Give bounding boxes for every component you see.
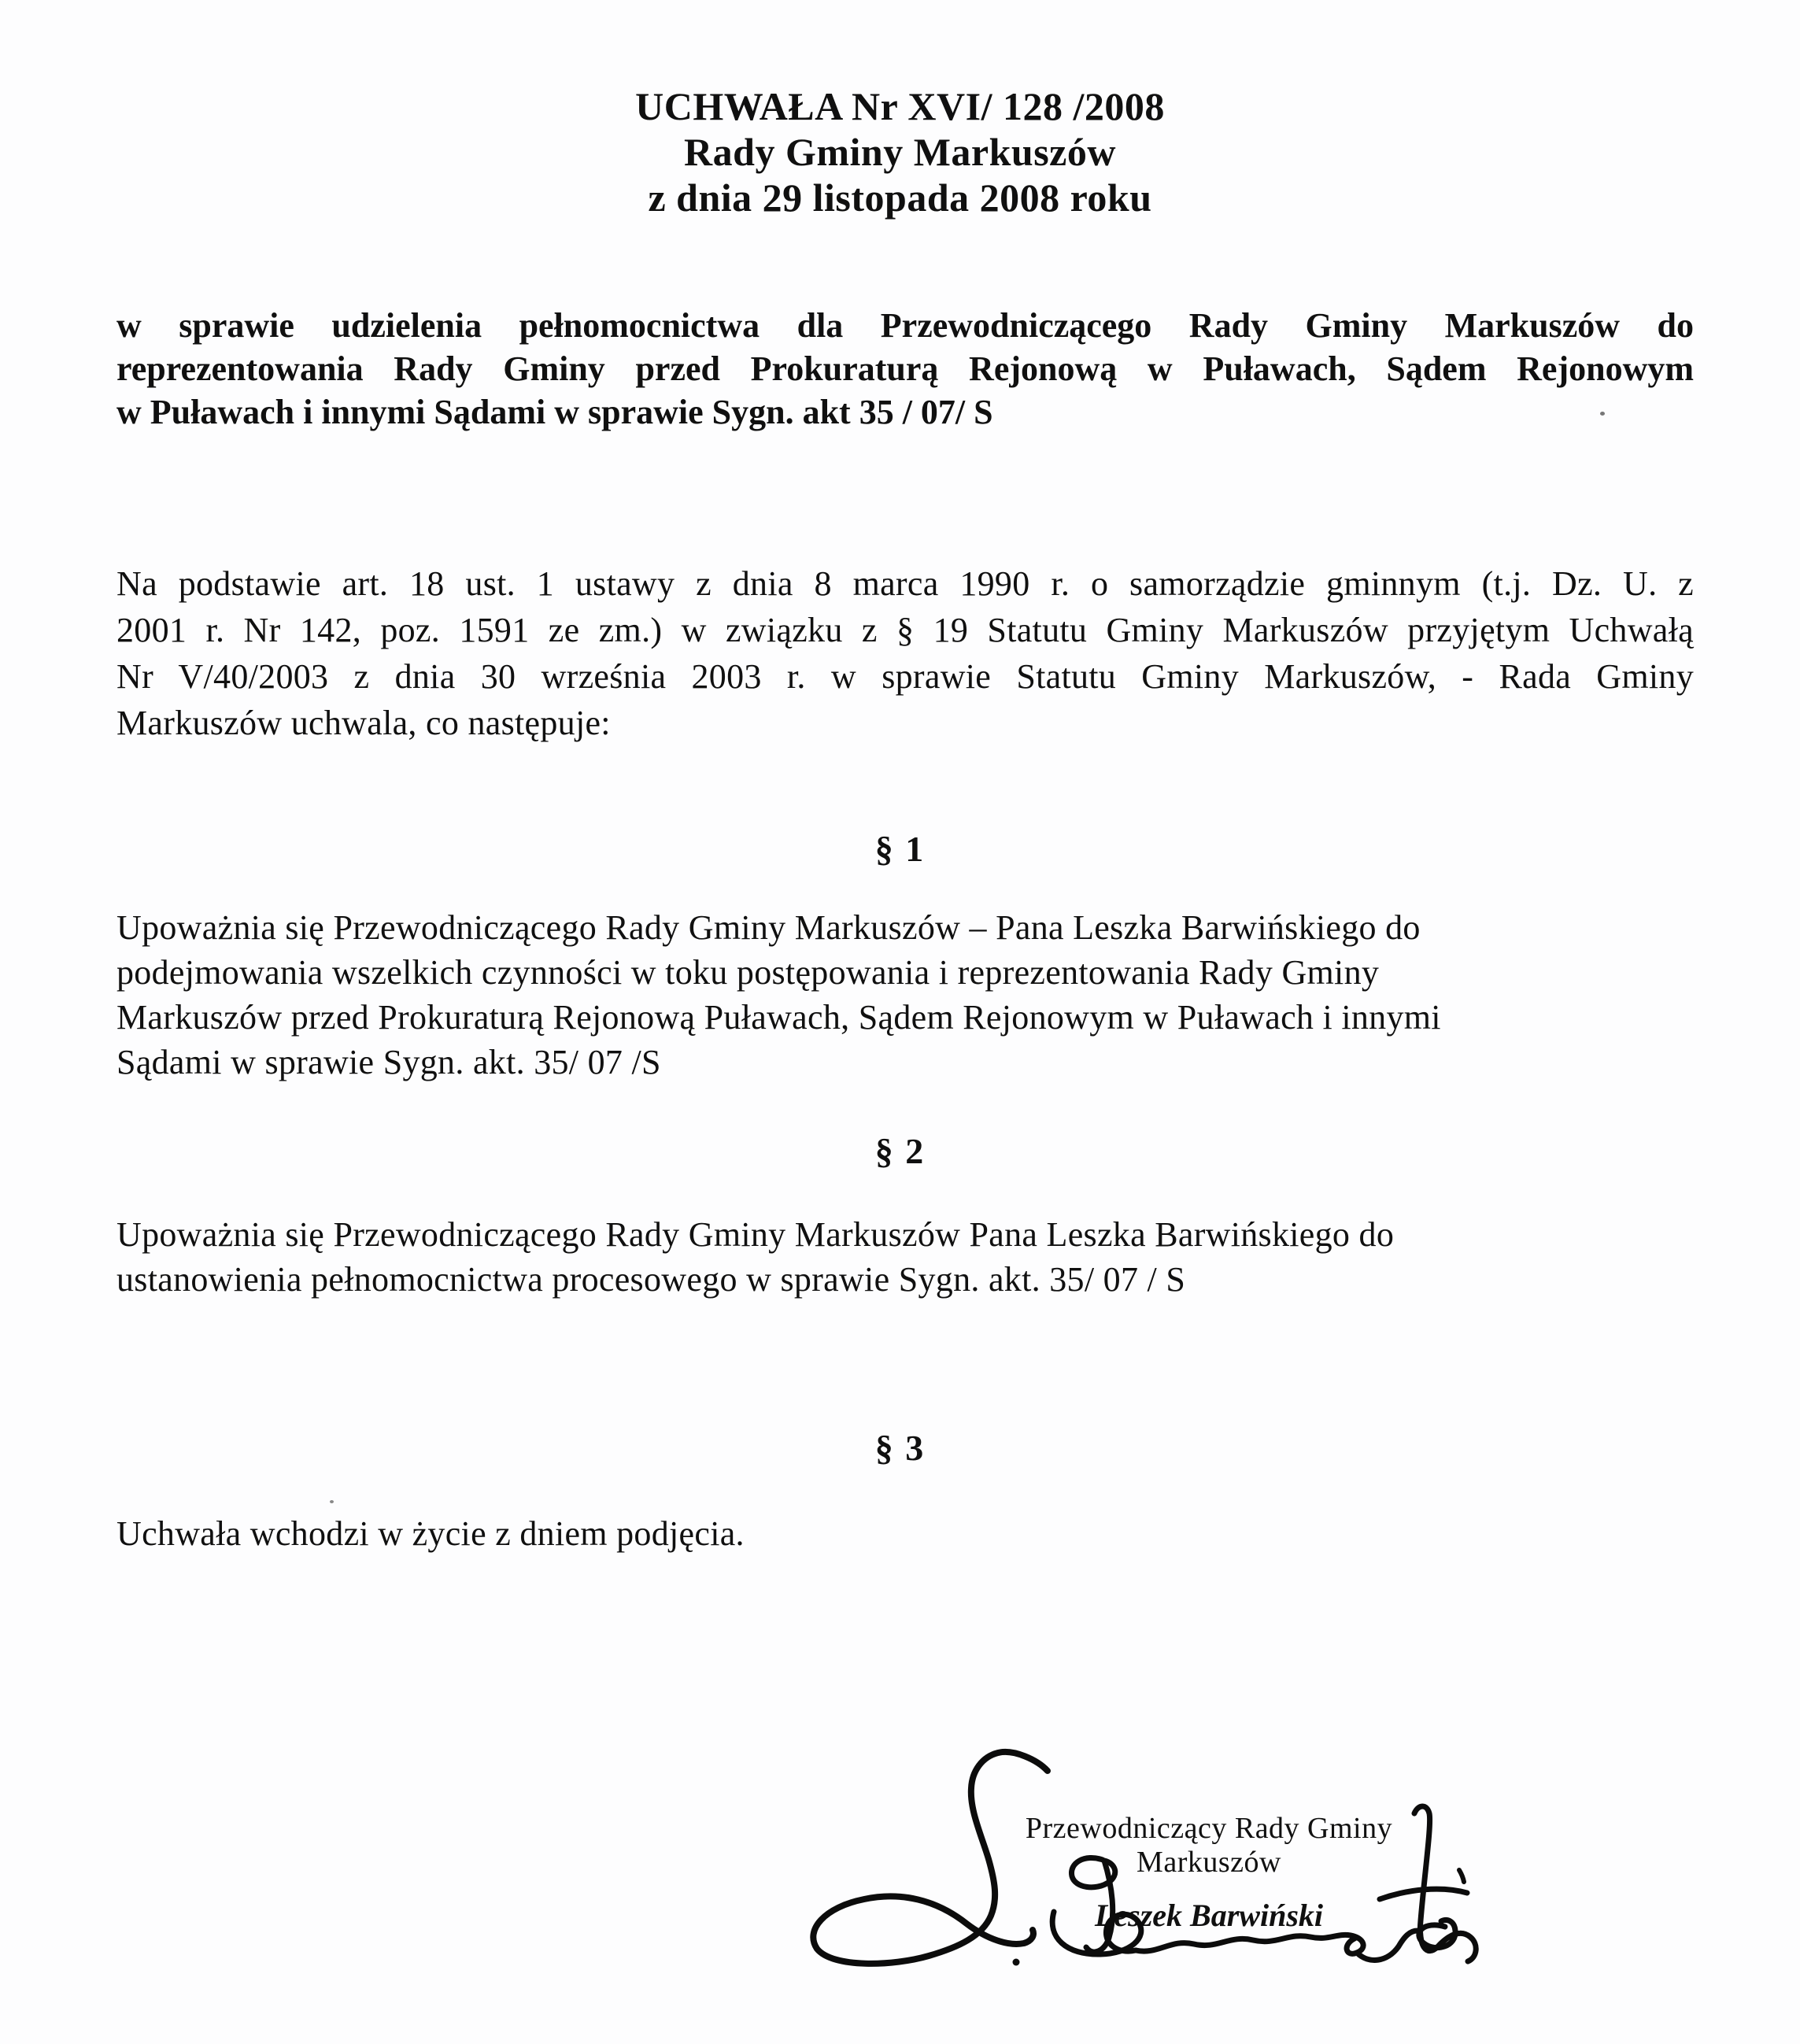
text-line: Markuszów uchwala, co następuje:: [116, 704, 611, 742]
text-line: w Puławach i innymi Sądami w sprawie Sygn. akt 35 / 07/ S: [116, 393, 993, 431]
text-line: Rady Gminy Markuszów: [684, 130, 1116, 174]
text-line: UCHWAŁA Nr XVI/ 128 /2008: [635, 84, 1165, 128]
text-line: ustanowienia pełnomocnictwa procesowego w sprawie Sygn. akt. 35/ 07 / S: [116, 1260, 1186, 1299]
signature-role-line2: Markuszów: [1137, 1846, 1281, 1879]
text-line: reprezentowania Rady Gminy przed Prokuraturą Rejonową w Puławach, Sądem Rejonowym: [116, 349, 1694, 388]
document-title: [0, 83, 1800, 220]
section-2-label: § 2: [874, 1131, 926, 1171]
section-1-label: § 1: [874, 829, 926, 869]
scan-speck: [1600, 412, 1605, 416]
signature-role-line1: Przewodniczący Rady Gminy: [1025, 1812, 1393, 1845]
signatory-name: Leszek Barwiński: [1094, 1898, 1324, 1933]
text-line: Markuszów przed Prokuraturą Rejonową Puławach, Sądem Rejonowym w Puławach i innymi: [116, 998, 1441, 1037]
text-line: podejmowania wszelkich czynności w toku postępowania i reprezentowania Rady Gminy: [116, 953, 1380, 992]
section-2-paragraph: [116, 1212, 1698, 1302]
legal-basis-paragraph: [116, 560, 1694, 746]
text-line: z dnia 29 listopada 2008 roku: [648, 176, 1152, 220]
subject-paragraph: [116, 304, 1694, 434]
handwritten-signature-ink: [787, 1732, 1511, 1991]
text-line: Na podstawie art. 18 ust. 1 ustawy z dnia 8 marca 1990 r. o samorządzie gminnym (t.j. Dz. U. z: [116, 564, 1694, 603]
section-3-label: § 3: [874, 1428, 926, 1468]
text-line: Sądami w sprawie Sygn. akt. 35/ 07 /S: [116, 1043, 661, 1081]
text-line: Upoważnia się Przewodniczącego Rady Gminy Markuszów – Pana Leszka Barwińskiego do: [116, 908, 1421, 947]
text-line: Nr V/40/2003 z dnia 30 września 2003 r. w sprawie Statutu Gminy Markuszów, - Rada Gminy: [116, 657, 1694, 696]
text-line: 2001 r. Nr 142, poz. 1591 ze zm.) w związku z § 19 Statutu Gminy Markuszów przyjętym Uchwałą: [116, 611, 1694, 649]
text-line: Uchwała wchodzi w życie z dniem podjęcia.: [116, 1514, 745, 1553]
scan-speck: [330, 1500, 334, 1503]
text-line: Upoważnia się Przewodniczącego Rady Gminy Markuszów Pana Leszka Barwińskiego do: [116, 1215, 1395, 1254]
section-3-paragraph: [116, 1511, 1698, 1556]
section-1-paragraph: [116, 905, 1698, 1085]
text-line: w sprawie udzielenia pełnomocnictwa dla Przewodniczącego Rady Gminy Markuszów do: [116, 306, 1694, 345]
